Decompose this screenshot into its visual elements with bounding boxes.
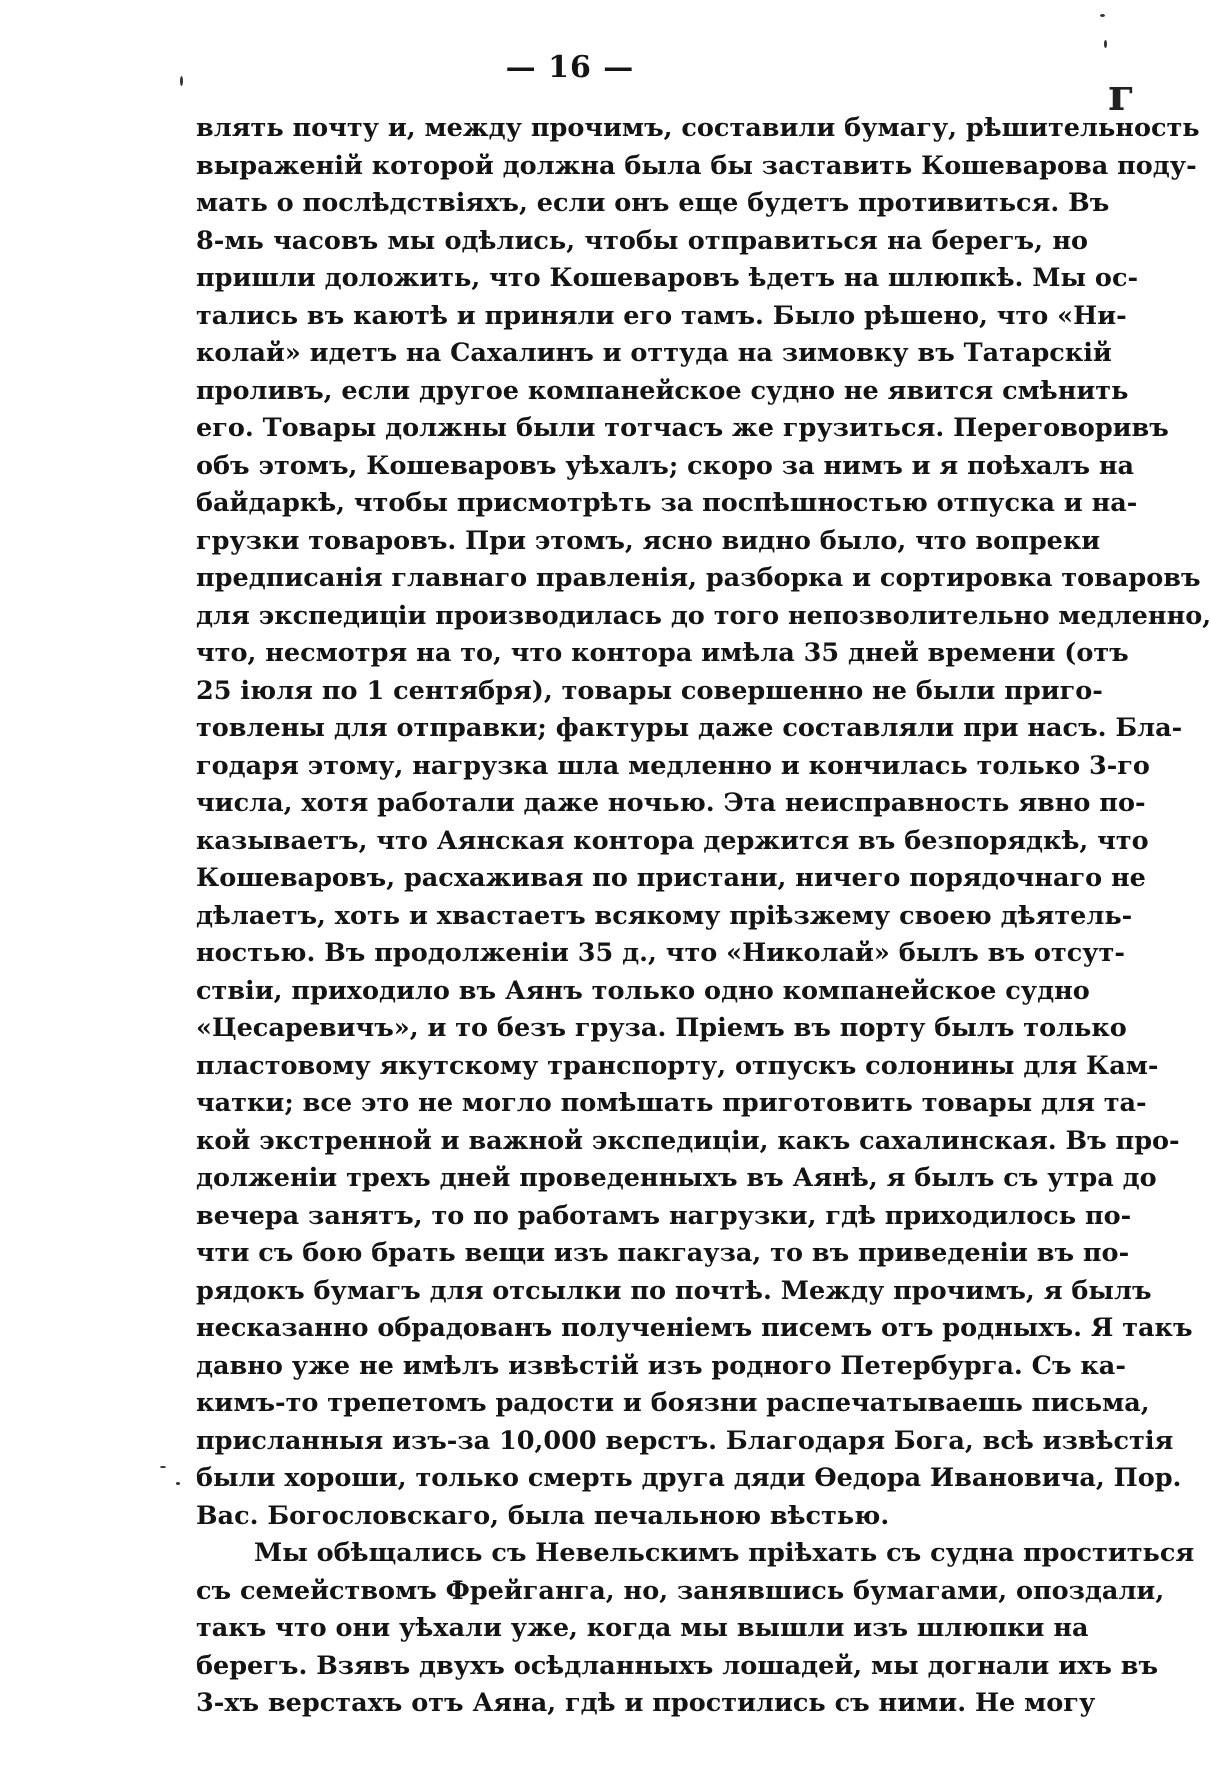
- text-line: ствіи, приходило въ Аянъ только одно компанейское судно: [196, 975, 1090, 1006]
- text-line: были хороши, только смерть друга дяди Ѳедора Ивановича, Пор.: [196, 1463, 1182, 1493]
- text-line: «Цесаревичъ», и то безъ груза. Пріемъ въ порту былъ только: [196, 1013, 1127, 1043]
- paragraphs: [196, 110, 1211, 1723]
- text-line: тались въ каютѣ и приняли его тамъ. Было рѣшено, что «Ни-: [196, 300, 1127, 331]
- text-line: мать о послѣдствіяхъ, если онъ еще будетъ противиться. Въ: [196, 188, 1110, 218]
- text-line: 25 іюля по 1 сентября), товары совершенно не были приго-: [196, 675, 1103, 706]
- text-line: его. Товары должны были тотчасъ же грузиться. Переговоривъ: [196, 413, 1169, 443]
- text-line: 3-хъ верстахъ отъ Аяна, гдѣ и простились съ ними. Не могу: [196, 1688, 1096, 1718]
- paragraph: [196, 1535, 1195, 1723]
- text-line: предписанія главнаго правленія, разборка и сортировка товаровъ: [196, 563, 1201, 593]
- speck: [1104, 40, 1107, 48]
- speck: [180, 76, 183, 86]
- text-line: такъ что они уѣхали уже, когда мы вышли изъ шлюпки на: [196, 1613, 1089, 1643]
- text-line: влять почту и, между прочимъ, составили бумагу, рѣшительность: [196, 113, 1200, 143]
- page-number: — 16 —: [505, 50, 635, 85]
- text-line: годаря этому, нагрузка шла медленно и кончилась только 3-го: [196, 750, 1150, 781]
- text-line: долженіи трехъ дней проведенныхъ въ Аянѣ, я былъ съ утра до: [196, 1163, 1157, 1193]
- speck: [160, 1466, 166, 1468]
- text-line: числа, хотя работали даже ночью. Эта неисправность явно по-: [196, 788, 1146, 818]
- text-line: рядокъ бумагъ для отсылки по почтѣ. Между прочимъ, я былъ: [196, 1275, 1152, 1306]
- text-line: казываетъ, что Аянская контора держится въ безпорядкѣ, что: [196, 825, 1149, 856]
- text-line: несказанно обрадованъ полученіемъ писемъ отъ родныхъ. Я такъ: [196, 1313, 1193, 1343]
- text-line: Кошеваровъ, расхаживая по пристани, ничего порядочнаго не: [196, 863, 1146, 893]
- text-line: чти съ бою брать вещи изъ пакгауза, то въ приведеніи въ по-: [196, 1238, 1130, 1268]
- text-line: присланныя изъ-за 10,000 верстъ. Благодаря Бога, всѣ извѣстія: [196, 1425, 1174, 1456]
- text-line: пластовому якутскому транспорту, отпускъ солонины для Кам-: [196, 1050, 1159, 1081]
- text-line: товлены для отправки; фактуры даже составляли при насъ. Бла-: [196, 713, 1183, 743]
- text-line: объ этомъ, Кошеваровъ уѣхалъ; скоро за нимъ и я поѣхалъ на: [196, 450, 1135, 481]
- text-line: выраженій которой должна была бы заставить Кошеварова поду-: [196, 150, 1197, 181]
- text-line: 8-мь часовъ мы одѣлись, чтобы отправиться на берегъ, но: [196, 225, 1088, 256]
- paragraph: [196, 110, 1211, 1535]
- speck: [1100, 14, 1105, 17]
- text-line: ностью. Въ продолженіи 35 д., что «Николай» былъ въ отсут-: [196, 938, 1125, 968]
- margin-mark: г: [1108, 70, 1135, 121]
- text-line: что, несмотря на то, что контора имѣла 35 дней времени (отъ: [196, 638, 1129, 668]
- text-line: Мы обѣщались съ Невельскимъ пріѣхать съ судна проститься: [254, 1538, 1195, 1568]
- speck: [176, 1482, 180, 1485]
- text-line: дѣлаетъ, хоть и хвастаетъ всякому пріѣзжему своею дѣятель-: [196, 900, 1133, 931]
- text-line: проливъ, если другое компанейское судно не явится смѣнить: [196, 375, 1129, 406]
- text-line: грузки товаровъ. При этомъ, ясно видно было, что вопреки: [196, 525, 1101, 556]
- text-line: кой экстренной и важной экспедиціи, какъ сахалинская. Въ про-: [196, 1125, 1180, 1156]
- body-text: [196, 110, 1211, 1723]
- text-line: колай» идетъ на Сахалинъ и оттуда на зимовку въ Татарскій: [196, 338, 1112, 368]
- text-line: для экспедиціи производилась до того непозволительно медленно,: [196, 600, 1211, 631]
- text-line: кимъ-то трепетомъ радости и боязни распечатываешь письма,: [196, 1388, 1150, 1418]
- text-line: пришли доложить, что Кошеваровъ ѣдетъ на шлюпкѣ. Мы ос-: [196, 263, 1139, 293]
- text-line: берегъ. Взявъ двухъ осѣдланныхъ лошадей, мы догнали ихъ въ: [196, 1650, 1159, 1681]
- text-line: съ семействомъ Фрейганга, но, занявшись бумагами, опоздали,: [196, 1575, 1165, 1606]
- text-line: вечера занятъ, то по работамъ нагрузки, гдѣ приходилось по-: [196, 1200, 1132, 1231]
- text-line: байдаркѣ, чтобы присмотрѣть за поспѣшностью отпуска и на-: [196, 488, 1138, 518]
- text-line: Вас. Богословскаго, была печальною вѣстью.: [196, 1500, 890, 1531]
- text-line: давно уже не имѣлъ извѣстій изъ родного Петербурга. Съ ка-: [196, 1350, 1126, 1381]
- text-line: чатки; все это не могло помѣшать приготовить товары для та-: [196, 1088, 1147, 1118]
